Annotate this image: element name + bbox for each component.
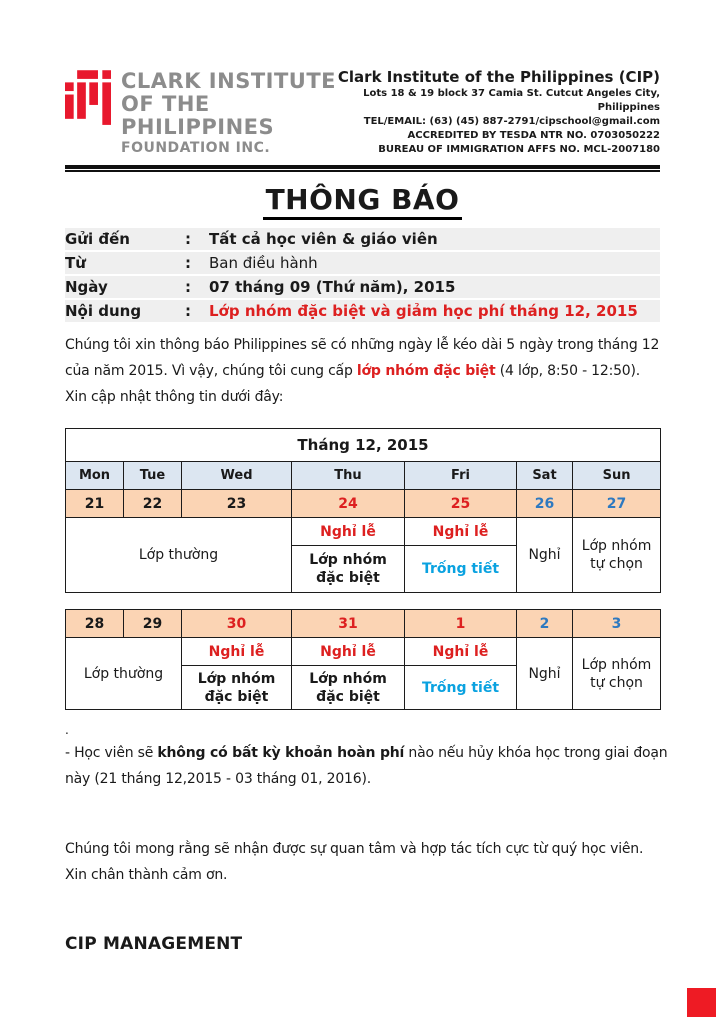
refund-line1 bbox=[65, 740, 668, 766]
thu-holiday-cell: Nghỉ lễ bbox=[292, 518, 405, 546]
thu-holiday-cell: Nghỉ lễ bbox=[292, 638, 405, 666]
fri-free-period-cell: Trống tiết bbox=[405, 666, 517, 710]
fri-free-period-cell: Trống tiết bbox=[405, 546, 517, 593]
memo-colon: : bbox=[185, 230, 191, 248]
signature: CIP MANAGEMENT bbox=[65, 934, 243, 954]
intro-line2-post: (4 lớp, 8:50 - 12:50). bbox=[495, 363, 641, 379]
date-cell-1: 1 bbox=[405, 610, 517, 638]
memo-subject-label: Nội dung bbox=[65, 302, 142, 320]
org-accreditation: ACCREDITED BY TESDA NTR NO. 0703050222 bbox=[407, 130, 660, 141]
date-cell-22: 22 bbox=[124, 490, 182, 518]
refund-line2: này (21 tháng 12,2015 - 03 tháng 01, 2016). bbox=[65, 771, 371, 787]
memo-row-subject bbox=[65, 300, 660, 322]
logo-line2: OF THE PHILIPPINES bbox=[121, 92, 275, 139]
memo-row-to bbox=[65, 228, 660, 250]
org-tel-email: TEL/EMAIL: (63) (45) 887-2791/cipschool@gmail.com bbox=[363, 116, 660, 127]
intro-line1: Chúng tôi xin thông báo Philippines sẽ có những ngày lễ kéo dài 5 ngày trong tháng 12 bbox=[65, 337, 660, 353]
memo-from-label: Từ bbox=[65, 254, 86, 272]
cip-logo bbox=[65, 66, 337, 158]
day-header-sat: Sat bbox=[517, 462, 573, 490]
date-cell-3: 3 bbox=[573, 610, 661, 638]
date-cell-2: 2 bbox=[517, 610, 573, 638]
cip-logo-icon bbox=[65, 66, 111, 130]
letterhead bbox=[65, 0, 660, 158]
date-cell-29: 29 bbox=[124, 610, 182, 638]
refund-bold: không có bất kỳ khoản hoàn phí bbox=[157, 745, 405, 761]
letterhead-contact bbox=[337, 66, 660, 157]
fri-holiday-cell: Nghỉ lễ bbox=[405, 518, 517, 546]
logo-line1: CLARK INSTITUTE bbox=[121, 69, 336, 93]
date-cell-21: 21 bbox=[66, 490, 124, 518]
date-cell-30: 30 bbox=[182, 610, 292, 638]
sun-optional-group-cell: Lớp nhóm tự chọn bbox=[573, 518, 661, 593]
red-corner-mark bbox=[687, 988, 716, 1017]
stray-period: . bbox=[65, 723, 69, 737]
day-header-sun: Sun bbox=[573, 462, 661, 490]
date-cell-24: 24 bbox=[292, 490, 405, 518]
memo-colon: : bbox=[185, 278, 191, 296]
memo-colon: : bbox=[185, 302, 191, 320]
intro-paragraph bbox=[65, 332, 660, 410]
memo-fields bbox=[65, 228, 660, 322]
memo-date-label: Ngày bbox=[65, 278, 108, 296]
memo-colon: : bbox=[185, 254, 191, 272]
wed-holiday-cell: Nghỉ lễ bbox=[182, 638, 292, 666]
sat-off-cell: Nghỉ bbox=[517, 638, 573, 710]
thu-special-group-cell: Lớp nhóm đặc biệt bbox=[292, 546, 405, 593]
calendar-table-week2 bbox=[65, 609, 661, 710]
memo-row-date bbox=[65, 276, 660, 298]
day-header-wed: Wed bbox=[182, 462, 292, 490]
regular-class-cell: Lớp thường bbox=[66, 638, 182, 710]
closing-line1: Chúng tôi mong rằng sẽ nhận được sự quan tâm và hợp tác tích cực từ quý học viên. bbox=[65, 841, 644, 857]
intro-line3: Xin cập nhật thông tin dưới đây: bbox=[65, 389, 284, 405]
date-cell-23: 23 bbox=[182, 490, 292, 518]
org-address: Lots 18 & 19 block 37 Camia St. Cutcut Angeles City, Philippines bbox=[363, 88, 660, 113]
intro-line2-pre: của năm 2015. Vì vậy, chúng tôi cung cấp bbox=[65, 363, 357, 379]
sun-optional-group-cell: Lớp nhóm tự chọn bbox=[573, 638, 661, 710]
day-header-tue: Tue bbox=[124, 462, 182, 490]
refund-paragraph bbox=[65, 740, 668, 792]
memo-subject-value: Lớp nhóm đặc biệt và giảm học phí tháng 12, 2015 bbox=[209, 302, 638, 320]
org-immigration: BUREAU OF IMMIGRATION AFFS NO. MCL-2007180 bbox=[378, 144, 660, 155]
day-header-thu: Thu bbox=[292, 462, 405, 490]
logo-line3: FOUNDATION INC. bbox=[121, 140, 271, 156]
memo-to-value: Tất cả học viên & giáo viên bbox=[209, 230, 438, 248]
org-name: Clark Institute of the Philippines (CIP) bbox=[337, 68, 660, 86]
day-header-mon: Mon bbox=[66, 462, 124, 490]
memo-row-from bbox=[65, 252, 660, 274]
logo-wordmark bbox=[121, 66, 337, 158]
closing-paragraph bbox=[65, 836, 660, 888]
header-divider bbox=[65, 165, 660, 172]
calendar-table-week1 bbox=[65, 428, 661, 593]
day-header-fri: Fri bbox=[405, 462, 517, 490]
memo-to-label: Gửi đến bbox=[65, 230, 130, 248]
intro-highlight: lớp nhóm đặc biệt bbox=[356, 363, 496, 379]
sat-off-cell: Nghỉ bbox=[517, 518, 573, 593]
wed-special-group-cell: Lớp nhóm đặc biệt bbox=[182, 666, 292, 710]
date-cell-26: 26 bbox=[517, 490, 573, 518]
memo-from-value: Ban điều hành bbox=[209, 254, 318, 272]
refund-pre: - Học viên sẽ bbox=[65, 745, 158, 761]
fri-holiday-cell: Nghỉ lễ bbox=[405, 638, 517, 666]
calendar-title: Tháng 12, 2015 bbox=[66, 429, 661, 462]
refund-post: nào nếu hủy khóa học trong giai đoạn bbox=[404, 745, 668, 761]
thu-special-group-cell: Lớp nhóm đặc biệt bbox=[292, 666, 405, 710]
date-cell-31: 31 bbox=[292, 610, 405, 638]
regular-class-cell: Lớp thường bbox=[66, 518, 292, 593]
memo-date-value: 07 tháng 09 (Thứ năm), 2015 bbox=[209, 278, 456, 296]
date-cell-25: 25 bbox=[405, 490, 517, 518]
date-cell-27: 27 bbox=[573, 490, 661, 518]
page-title: THÔNG BÁO bbox=[263, 183, 463, 220]
intro-line2 bbox=[65, 358, 660, 384]
closing-line2: Xin chân thành cảm ơn. bbox=[65, 867, 228, 883]
date-cell-28: 28 bbox=[66, 610, 124, 638]
